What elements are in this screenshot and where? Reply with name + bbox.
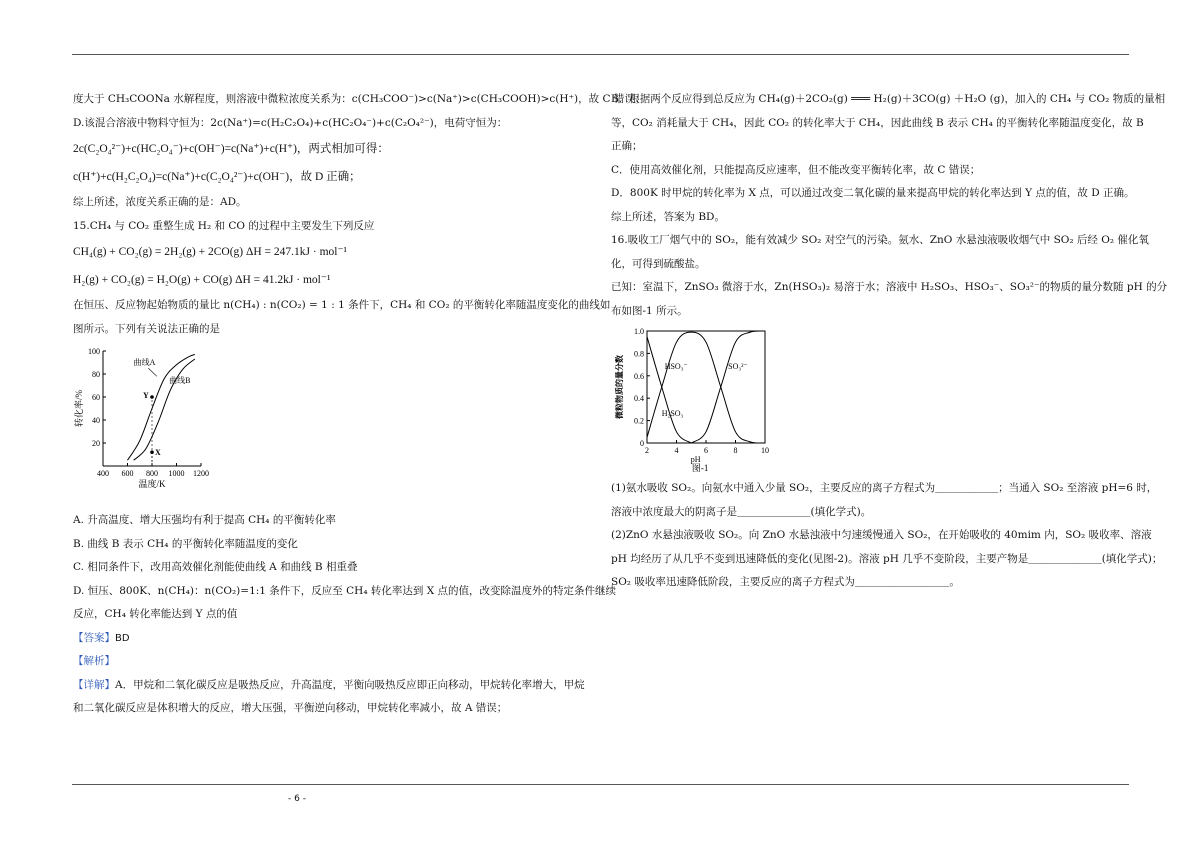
option-d-cont: 反应，CH₄ 转化率能达到 Y 点的值: [73, 608, 238, 620]
text-line: B．根据两个反应得到总反应为 CH₄(g)＋2CO₂(g) ═══ H₂(g)＋3CO(g) ＋H₂O (g)，加入的 CH₄ 与 CO₂ 物质的量相: [611, 93, 1166, 105]
point-label: Y: [143, 391, 149, 400]
x-tick-label: 8: [733, 446, 738, 455]
y-axis-label: 转化率/%: [74, 390, 84, 427]
series-label: SO₃²⁻: [728, 362, 748, 372]
point-y: [150, 395, 154, 399]
question-15: 15.CH₄ 与 CO₂ 重整生成 H₂ 和 CO 的过程中主要发生下列反应: [73, 219, 375, 232]
text-line: 正确；: [611, 140, 643, 152]
equation-line: 2c(C₂O₄²⁻)+c(HC₂O₄⁻)+c(OH⁻)=c(Na⁺)+c(H⁺)，两式相加可得：: [73, 143, 389, 155]
y-tick-label: 0.6: [634, 371, 644, 381]
y-tick-label: 100: [88, 347, 100, 356]
series-line-0: [647, 337, 691, 443]
answer-value: BD: [115, 632, 130, 644]
series-label: 曲线B: [169, 376, 191, 386]
x-tick-label: 4: [674, 446, 679, 455]
detail-line-2: 和二氧化碳反应是体积增大的反应，增大压强，平衡逆向移动，甲烷转化率减小，故 A 错误；: [73, 702, 508, 714]
y-tick-label: 0.8: [634, 349, 644, 359]
series-label: H₂SO₃: [661, 409, 684, 419]
reaction-2: H₂(g) + CO₂(g) = H₂O(g) + CO(g) ΔH = 41.2kJ · mol⁻¹: [73, 274, 331, 286]
page-number: - 6 -: [288, 794, 306, 804]
text-line: 综上所述，答案为 BD。: [611, 210, 725, 223]
top-rule: [72, 54, 1129, 55]
analysis-tag: 【解析】: [73, 655, 115, 667]
x-axis-label: pH: [690, 455, 701, 464]
x-tick-label: 400: [97, 469, 109, 478]
y-tick-label: 40: [92, 416, 100, 425]
text-line: D.该混合溶液中物料守恒为：2c(Na⁺)=c(H₂C₂O₄)+c(HC₂O₄⁻)+c(C₂O₄²⁻)，电荷守恒为：: [73, 116, 508, 129]
y-tick-label: 1.0: [634, 327, 644, 336]
part-2-cont: SO₂ 吸收率迅速降低阶段，主要反应的离子方程式为＿＿＿＿＿＿＿＿＿。: [611, 576, 960, 588]
y-tick-label: 80: [92, 370, 100, 379]
x-tick-label: 10: [761, 446, 769, 455]
question-16: 16.吸收工厂烟气中的 SO₂，能有效减少 SO₂ 对空气的污染。氨水、ZnO 水悬浊液吸收烟气中 SO₂ 后经 O₂ 催化氧: [611, 234, 1149, 246]
text-line: C．使用高效催化剂，只能提高反应速率，但不能改变平衡转化率，故 C 错误；: [611, 163, 981, 176]
x-tick-label: 600: [121, 469, 134, 478]
point-label: X: [155, 448, 161, 458]
right-column: [611, 88, 1168, 595]
part-2-cont: pH 均经历了从几乎不变到迅速降低的变化(见图-2)。溶液 pH 几乎不变阶段，主要产物是＿＿＿＿＿＿＿(填化学式)；: [611, 552, 1163, 565]
text-line: 度大于 CH₃COONa 水解程度，则溶液中微粒浓度关系为：c(CH₃COO⁻)>c(Na⁺)>c(CH₃COOH)>c(H⁺)，故 C 错误；: [73, 93, 646, 105]
species-fraction-chart: [611, 323, 781, 473]
conversion-chart: [73, 341, 223, 501]
option-d: D. 恒压、800K、n(CH₄)：n(CO₂)=1:1 条件下，反应至 CH₄ 转化率达到 X 点的值，改变除温度外的特定条件继续: [73, 584, 617, 597]
answer-tag: 【答案】: [73, 631, 115, 644]
text-line: 综上所述，浓度关系正确的是：AD。: [73, 196, 247, 208]
x-tick-label: 800: [146, 469, 158, 478]
y-tick-label: 0.2: [634, 416, 644, 426]
x-axis-label: 温度/K: [138, 479, 166, 489]
x-tick-label: 1000: [168, 469, 185, 478]
option-a: A. 升高温度、增大压强均有利于提高 CH₄ 的平衡转化率: [73, 514, 336, 526]
detail-tag: 【详解】: [73, 678, 115, 691]
series-label: HSO₃⁻: [664, 362, 688, 372]
series-line-1: [647, 332, 765, 443]
x-tick-label: 2: [645, 446, 649, 455]
part-2: (2)ZnO 水悬浊液吸收 SO₂。向 ZnO 水悬浊液中匀速缓慢通入 SO₂，在开始吸收的 40mim 内，SO₂ 吸收率、溶液: [611, 529, 1152, 541]
y-tick-label: 0: [640, 439, 644, 448]
x-tick-label: 6: [704, 446, 708, 455]
answer-line: [73, 627, 593, 651]
y-axis-label: 微粒物质的量分数: [615, 355, 624, 419]
detail-text: A．甲烷和二氧化碳反应是吸热反应，升高温度，平衡向吸热反应即正向移动，甲烷转化率增大，甲烷: [115, 678, 585, 691]
text-line: 等，CO₂ 消耗量大于 CH₄，因此 CO₂ 的转化率大于 CH₄，因此曲线 B 表示 CH₄ 的平衡转化率随温度变化，故 B: [611, 116, 1144, 129]
reaction-1: CH₄(g) + CO₂(g) = 2H₂(g) + 2CO(g) ΔH = 247.1kJ · mol⁻¹: [73, 246, 348, 258]
plot-frame: [647, 331, 765, 443]
detail-line: [73, 674, 593, 698]
bottom-rule: [72, 784, 1129, 785]
series-line-a: [128, 354, 195, 460]
equation-line: c(H⁺)+c(H₂C₂O₄)=c(Na⁺)+c(C₂O₄²⁻)+c(OH⁻)，故 D 正确；: [73, 171, 361, 183]
text-line: 已知：室温下，ZnSO₃ 微溶于水，Zn(HSO₃)₂ 易溶于水；溶液中 H₂SO₃、HSO₃⁻、SO₃²⁻的物质的量分数随 pH 的分: [611, 281, 1168, 293]
series-line-b: [134, 359, 195, 460]
option-c: C. 相同条件下，改用高效催化剂能使曲线 A 和曲线 B 相重叠: [73, 561, 358, 573]
part-1: (1)氨水吸收 SO₂。向氨水中通入少量 SO₂，主要反应的离子方程式为＿＿＿＿＿＿；当通入 SO₂ 至溶液 pH=6 时，: [611, 482, 1158, 494]
text-line: 化，可得到硫酸盐。: [611, 257, 706, 270]
text-line: 在恒压、反应物起始物质的量比 n(CH₄) : n(CO₂) = 1 : 1 条件下，CH₄ 和 CO₂ 的平衡转化率随温度变化的曲线如: [73, 299, 611, 311]
figure-caption: 图-1: [691, 463, 709, 473]
text-line: 布如图-1 所示。: [611, 304, 688, 317]
y-tick-label: 0.4: [634, 394, 644, 404]
y-tick-label: 60: [92, 393, 100, 402]
y-tick-label: 20: [92, 439, 100, 448]
series-label: 曲线A: [133, 357, 156, 367]
text-line: 图所示。下列有关说法正确的是: [73, 322, 220, 335]
series-line-2: [691, 331, 765, 443]
text-line: D．800K 时甲烷的转化率为 X 点，可以通过改变二氧化碳的量来提高甲烷的转化率达到 Y 点的值，故 D 正确。: [611, 187, 1135, 199]
point-x: [150, 450, 154, 454]
option-b: B. 曲线 B 表示 CH₄ 的平衡转化率随温度的变化: [73, 537, 298, 550]
x-tick-label: 1200: [193, 469, 209, 478]
leader-line: [148, 368, 157, 376]
part-1-cont: 溶液中浓度最大的阴离子是＿＿＿＿＿＿＿(填化学式)。: [611, 505, 872, 518]
